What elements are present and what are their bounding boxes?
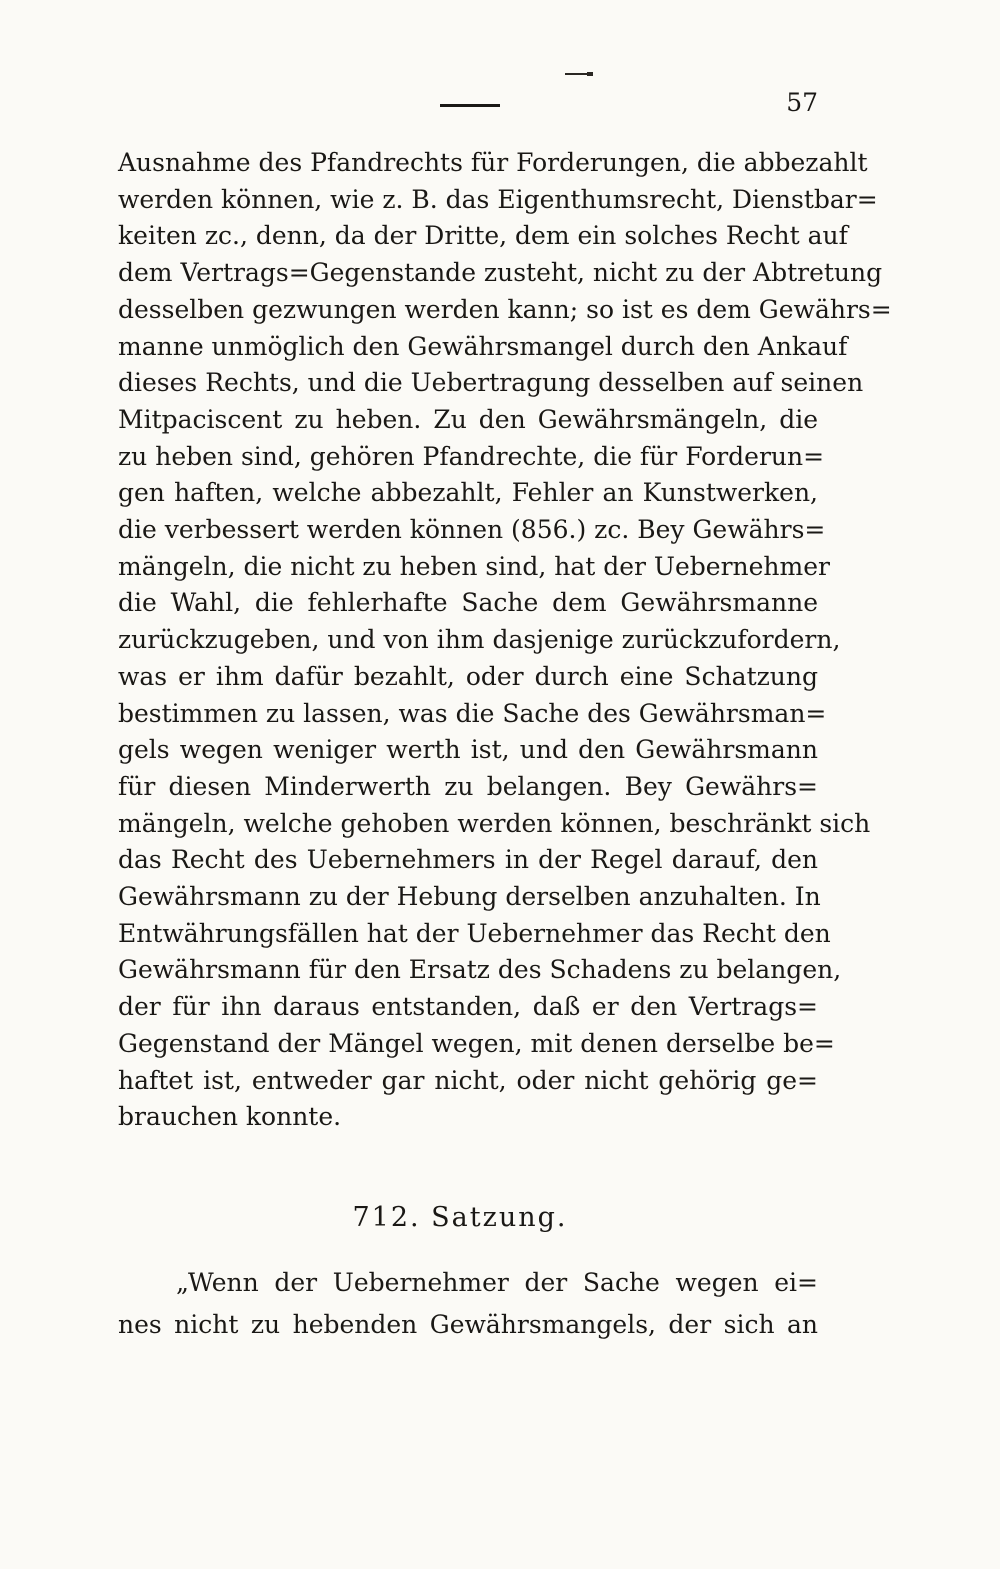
text-line: der für ihn daraus entstanden, daß er den Vertrags= xyxy=(118,992,818,1022)
text-line: werden können, wie z. B. das Eigenthumsrecht, Dienstbar= xyxy=(118,184,878,214)
page-number: 57 xyxy=(786,88,818,117)
text-line: zurückzugeben, und von ihm dasjenige zurückzufordern, xyxy=(118,625,841,655)
text-line: zu heben sind, gehören Pfandrechte, die für Forderun= xyxy=(118,441,825,471)
text-line: was er ihm dafür bezahlt, oder durch eine Schatzung xyxy=(118,661,818,691)
text-line: haftet ist, entweder gar nicht, oder nicht gehörig ge= xyxy=(118,1065,818,1095)
text-line: bestimmen zu lassen, was die Sache des Gewährsman= xyxy=(118,698,827,728)
text-line: mängeln, welche gehoben werden können, beschränkt sich xyxy=(118,808,871,838)
text-line: gels wegen weniger werth ist, und den Gewährsmann xyxy=(118,735,818,765)
text-line: dieses Rechts, und die Uebertragung desselben auf seinen xyxy=(118,368,864,398)
text-line: Gewährsmann zu der Hebung derselben anzuhalten. In xyxy=(118,882,821,912)
text-line: mängeln, die nicht zu heben sind, hat der Uebernehmer xyxy=(118,551,830,581)
header-rule xyxy=(440,104,500,107)
section-heading-text: 712. Satzung. xyxy=(352,1202,568,1233)
text-line: für diesen Minderwerth zu belangen. Bey Gewährs= xyxy=(118,771,818,801)
text-line: gen haften, welche abbezahlt, Fehler an Kunstwerken, xyxy=(118,478,818,508)
text-line: Mitpaciscent zu heben. Zu den Gewährsmängeln, die xyxy=(118,404,818,434)
text-line: „Wenn der Uebernehmer der Sache wegen ei= xyxy=(176,1268,818,1297)
text-line: Ausnahme des Pfandrechts für Forderungen, die abbezahlt xyxy=(118,148,868,177)
ink-speck xyxy=(565,72,605,76)
text-line: dem Vertrags=Gegenstande zusteht, nicht zu der Abtretung xyxy=(118,258,883,288)
text-line: Gewährsmann für den Ersatz des Schadens zu belangen, xyxy=(118,955,842,985)
text-line: keiten zc., denn, da der Dritte, dem ein solches Recht auf xyxy=(118,221,848,251)
text-line: nes nicht zu hebenden Gewährsmangels, der sich an xyxy=(118,1310,818,1339)
text-line: manne unmöglich den Gewährsmangel durch den Ankauf xyxy=(118,331,848,361)
text-line: Gegenstand der Mängel wegen, mit denen derselbe be= xyxy=(118,1028,835,1058)
text-line: brauchen konnte. xyxy=(118,1102,342,1132)
quote-paragraph xyxy=(118,1262,818,1346)
text-line: Entwährungsfällen hat der Uebernehmer das Recht den xyxy=(118,918,831,948)
text-line: die verbessert werden können (856.) zc. Bey Gewährs= xyxy=(118,515,826,545)
section-heading xyxy=(0,1200,1000,1236)
text-line: desselben gezwungen werden kann; so ist es dem Gewährs= xyxy=(118,294,892,324)
body-paragraph xyxy=(118,145,892,1136)
text-line: die Wahl, die fehlerhafte Sache dem Gewährsmanne xyxy=(118,588,818,618)
text-line: das Recht des Uebernehmers in der Regel darauf, den xyxy=(118,845,818,875)
